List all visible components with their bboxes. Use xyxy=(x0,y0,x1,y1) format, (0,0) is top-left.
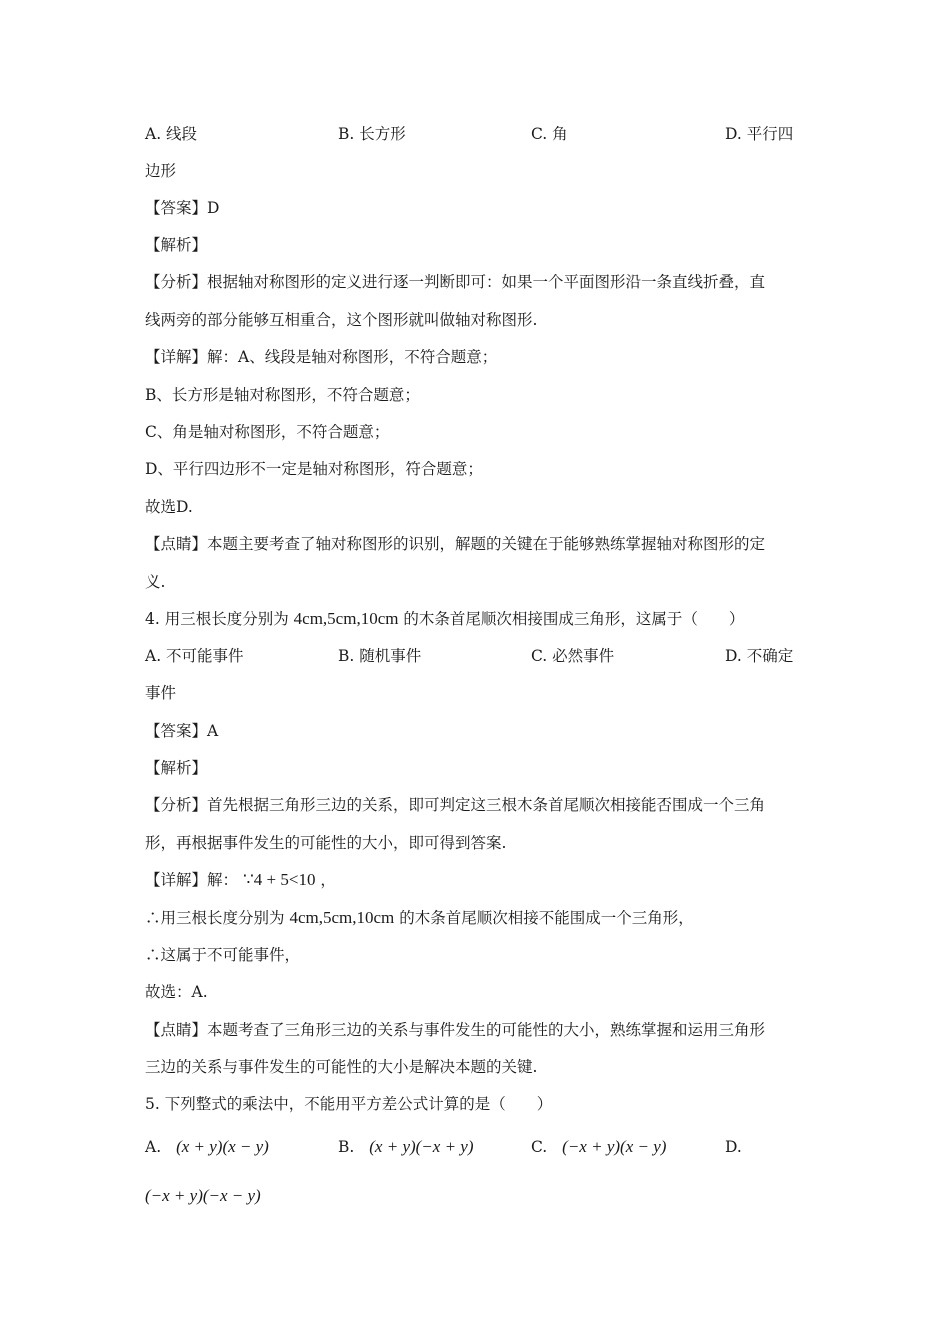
q4-question xyxy=(145,608,744,630)
q4-detail-2-suffix: 的木条首尾顺次相接不能围成一个三角形， xyxy=(399,909,694,927)
q4-comment-line-2: 三边的关系与事件发生的可能性的大小是解决本题的关键. xyxy=(145,1058,538,1076)
q4-option-b: B. 随机事件 xyxy=(338,647,422,665)
q5-option-b xyxy=(338,1136,474,1158)
q4-question-math: 4cm,5cm,10cm xyxy=(293,609,399,628)
q3-analysis-line-1: 【分析】根据轴对称图形的定义进行逐一判断即可：如果一个平面图形沿一条直线折叠，直 xyxy=(145,273,766,291)
q4-analysis-line-1: 【分析】首先根据三角形三边的关系，即可判定这三根木条首尾顺次相接能否围成一个三角 xyxy=(145,796,766,814)
q5-option-c xyxy=(531,1136,666,1158)
q4-detail-line-3: ∴这属于不可能事件， xyxy=(145,946,301,964)
q5-question: 5. 下列整式的乘法中，不能用平方差公式计算的是（ ） xyxy=(145,1095,553,1113)
q5-option-d-label: D. xyxy=(725,1138,742,1156)
q3-option-d-wrap: 边形 xyxy=(145,162,177,180)
q3-option-b: B. 长方形 xyxy=(338,125,406,143)
q4-detail-1-suffix: ， xyxy=(320,871,336,889)
q4-analysis-heading: 【解析】 xyxy=(145,759,208,777)
q4-detail-line-2 xyxy=(145,907,694,929)
q4-question-prefix: 4. 用三根长度分别为 xyxy=(145,610,289,628)
q5-option-c-math: (−x + y)(x − y) xyxy=(562,1137,667,1156)
q5-option-c-label: C. xyxy=(531,1138,548,1156)
q3-detail-line-4: D、平行四边形不一定是轴对称图形，符合题意； xyxy=(145,460,483,478)
q3-choice: 故选D. xyxy=(145,498,193,516)
q3-comment-line-1: 【点睛】本题主要考查了轴对称图形的识别，解题的关键在于能够熟练掌握轴对称图形的定 xyxy=(145,535,766,553)
q4-detail-2-prefix: ∴用三根长度分别为 xyxy=(145,909,285,927)
q3-analysis-line-2: 线两旁的部分能够互相重合，这个图形就叫做轴对称图形. xyxy=(145,311,538,329)
q5-option-a xyxy=(145,1136,269,1158)
q4-option-d-wrap: 事件 xyxy=(145,684,177,702)
q4-detail-2-math: 4cm,5cm,10cm xyxy=(289,908,395,927)
q3-answer: 【答案】D xyxy=(145,199,220,217)
q3-option-c: C. 角 xyxy=(531,125,568,143)
q4-detail-line-1 xyxy=(145,869,336,891)
q4-comment-line-1: 【点睛】本题考查了三角形三边的关系与事件发生的可能性的大小，熟练掌握和运用三角形 xyxy=(145,1021,766,1039)
q3-option-d: D. 平行四 xyxy=(725,125,794,143)
q3-detail-line-2: B、长方形是轴对称图形，不符合题意； xyxy=(145,386,420,404)
q4-detail-1-prefix: 【详解】解： xyxy=(145,871,239,889)
q5-option-d-math: (−x + y)(−x − y) xyxy=(145,1186,261,1205)
q5-option-a-label: A. xyxy=(145,1138,162,1156)
q4-option-d: D. 不确定 xyxy=(725,647,794,665)
q4-choice: 故选：A. xyxy=(145,983,208,1001)
q3-analysis-heading: 【解析】 xyxy=(145,236,208,254)
q4-analysis-line-2: 形，再根据事件发生的可能性的大小，即可得到答案. xyxy=(145,834,507,852)
q3-detail-line-3: C、角是轴对称图形，不符合题意； xyxy=(145,423,390,441)
q5-option-b-math: (x + y)(−x + y) xyxy=(369,1137,474,1156)
q5-option-b-label: B. xyxy=(338,1138,355,1156)
q3-detail-line-1: 【详解】解：A、线段是轴对称图形，不符合题意； xyxy=(145,348,498,366)
q4-detail-1-math: ∵4 + 5<10 xyxy=(242,870,316,889)
q4-question-suffix: 的木条首尾顺次相接围成三角形，这属于（ ） xyxy=(403,610,745,628)
q4-answer: 【答案】A xyxy=(145,722,219,740)
q4-option-c: C. 必然事件 xyxy=(531,647,615,665)
q5-option-a-math: (x + y)(x − y) xyxy=(176,1137,269,1156)
q3-option-a: A. 线段 xyxy=(145,125,198,143)
q3-comment-line-2: 义. xyxy=(145,573,166,591)
q5-option-d-math-line xyxy=(145,1185,261,1207)
q4-option-a: A. 不可能事件 xyxy=(145,647,244,665)
